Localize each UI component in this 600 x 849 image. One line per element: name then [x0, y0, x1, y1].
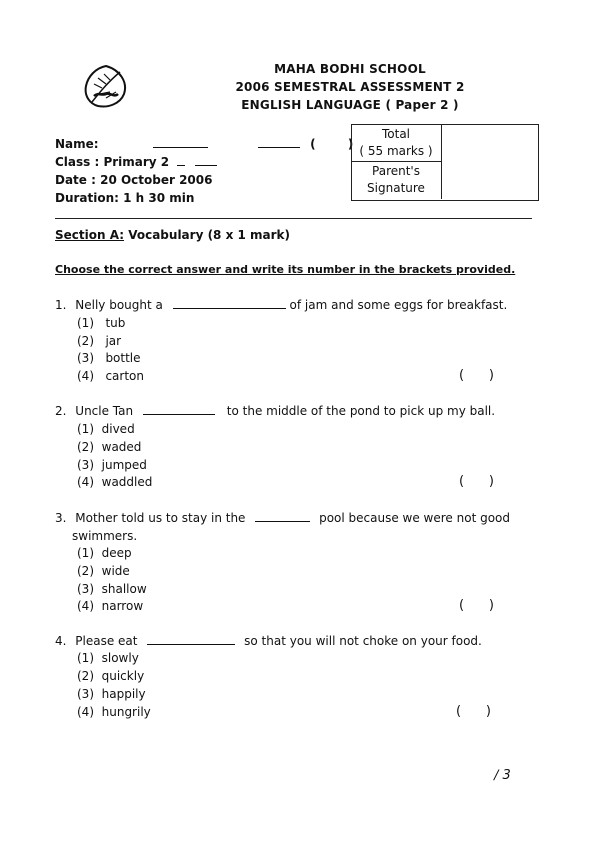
- option-2: (2) wide: [77, 564, 130, 578]
- option-4: (4) carton: [77, 369, 144, 383]
- answer-bracket[interactable]: ( ): [459, 474, 494, 489]
- signature-label: Signature: [367, 181, 425, 195]
- school-name: MAHA BODHI SCHOOL: [274, 62, 426, 76]
- option-1: (1) deep: [77, 546, 132, 560]
- name-field: [55, 137, 353, 151]
- school-logo-icon: [80, 62, 132, 112]
- question-text-before: Please eat: [75, 634, 138, 648]
- option-3: (3) jumped: [77, 458, 147, 472]
- question-number: 1.: [55, 298, 67, 312]
- parent-label: Parent's: [372, 164, 420, 178]
- option-4: (4) hungrily: [77, 705, 151, 719]
- index-close: ): [347, 137, 354, 151]
- answer-bracket[interactable]: ( ): [459, 598, 494, 613]
- score-box-divider-h: [351, 161, 441, 162]
- class-field: [55, 155, 217, 169]
- total-score-cell[interactable]: [443, 126, 535, 160]
- option-2: (2) jar: [77, 334, 122, 348]
- marks-label: ( 55 marks ): [359, 144, 433, 158]
- option-3: (3) shallow: [77, 582, 147, 596]
- question-text-after: so that you will not choke on your food.: [244, 634, 482, 648]
- question-text-after: pool because we were not good: [319, 511, 511, 525]
- assessment-title: 2006 SEMESTRAL ASSESSMENT 2: [235, 80, 465, 94]
- option-1: (1) dived: [77, 422, 135, 436]
- answer-blank[interactable]: [255, 511, 310, 522]
- total-label: Total: [381, 127, 411, 141]
- section-instruction: Choose the correct answer and write its number in the brackets provided.: [55, 263, 516, 276]
- question-text-before: Nelly bought a: [75, 298, 163, 312]
- answer-bracket[interactable]: ( ): [459, 368, 494, 383]
- option-4: (4) waddled: [77, 475, 153, 489]
- index-open: (: [310, 137, 316, 151]
- header-separator: [55, 218, 532, 219]
- option-1: (1) slowly: [77, 651, 139, 665]
- question-number: 3.: [55, 511, 67, 525]
- section-title: Section A:: [55, 228, 125, 242]
- class-blank[interactable]: [177, 155, 185, 166]
- question-text-before: Mother told us to stay in the: [75, 511, 246, 525]
- answer-blank[interactable]: [143, 404, 215, 415]
- question-3-continuation: swimmers.: [72, 529, 138, 543]
- question-number: 4.: [55, 634, 67, 648]
- option-1: (1) tub: [77, 316, 126, 330]
- question-text-after: to the middle of the pond to pick up my ball.: [226, 404, 496, 418]
- class-blank-2[interactable]: [195, 155, 217, 166]
- subject-title: ENGLISH LANGUAGE ( Paper 2 ): [241, 98, 459, 112]
- option-2: (2) waded: [77, 440, 142, 454]
- question-4: [55, 634, 482, 648]
- name-label: Name:: [55, 137, 99, 151]
- option-4: (4) narrow: [77, 599, 144, 613]
- page-number: ∕ 3: [494, 768, 511, 783]
- answer-blank[interactable]: [147, 634, 235, 645]
- question-3: [55, 511, 510, 525]
- question-text-after: of jam and some eggs for breakfast.: [289, 298, 508, 312]
- name-blank-2[interactable]: [258, 137, 300, 148]
- duration-field: Duration: 1 h 30 min: [55, 191, 195, 205]
- section-subtitle: Vocabulary (8 x 1 mark): [128, 228, 291, 242]
- class-label: Class : Primary 2: [55, 155, 170, 169]
- signature-cell[interactable]: [443, 163, 535, 197]
- option-3: (3) happily: [77, 687, 146, 701]
- score-box-divider-v: [441, 124, 442, 199]
- name-blank[interactable]: [153, 137, 208, 148]
- question-number: 2.: [55, 404, 67, 418]
- date-field: Date : 20 October 2006: [55, 173, 213, 187]
- question-1: [55, 298, 507, 312]
- section-heading: [55, 228, 290, 242]
- answer-bracket[interactable]: ( ): [456, 704, 491, 719]
- question-2: [55, 404, 495, 418]
- option-3: (3) bottle: [77, 351, 141, 365]
- answer-blank[interactable]: [173, 298, 286, 309]
- question-text-before: Uncle Tan: [75, 404, 134, 418]
- option-2: (2) quickly: [77, 669, 145, 683]
